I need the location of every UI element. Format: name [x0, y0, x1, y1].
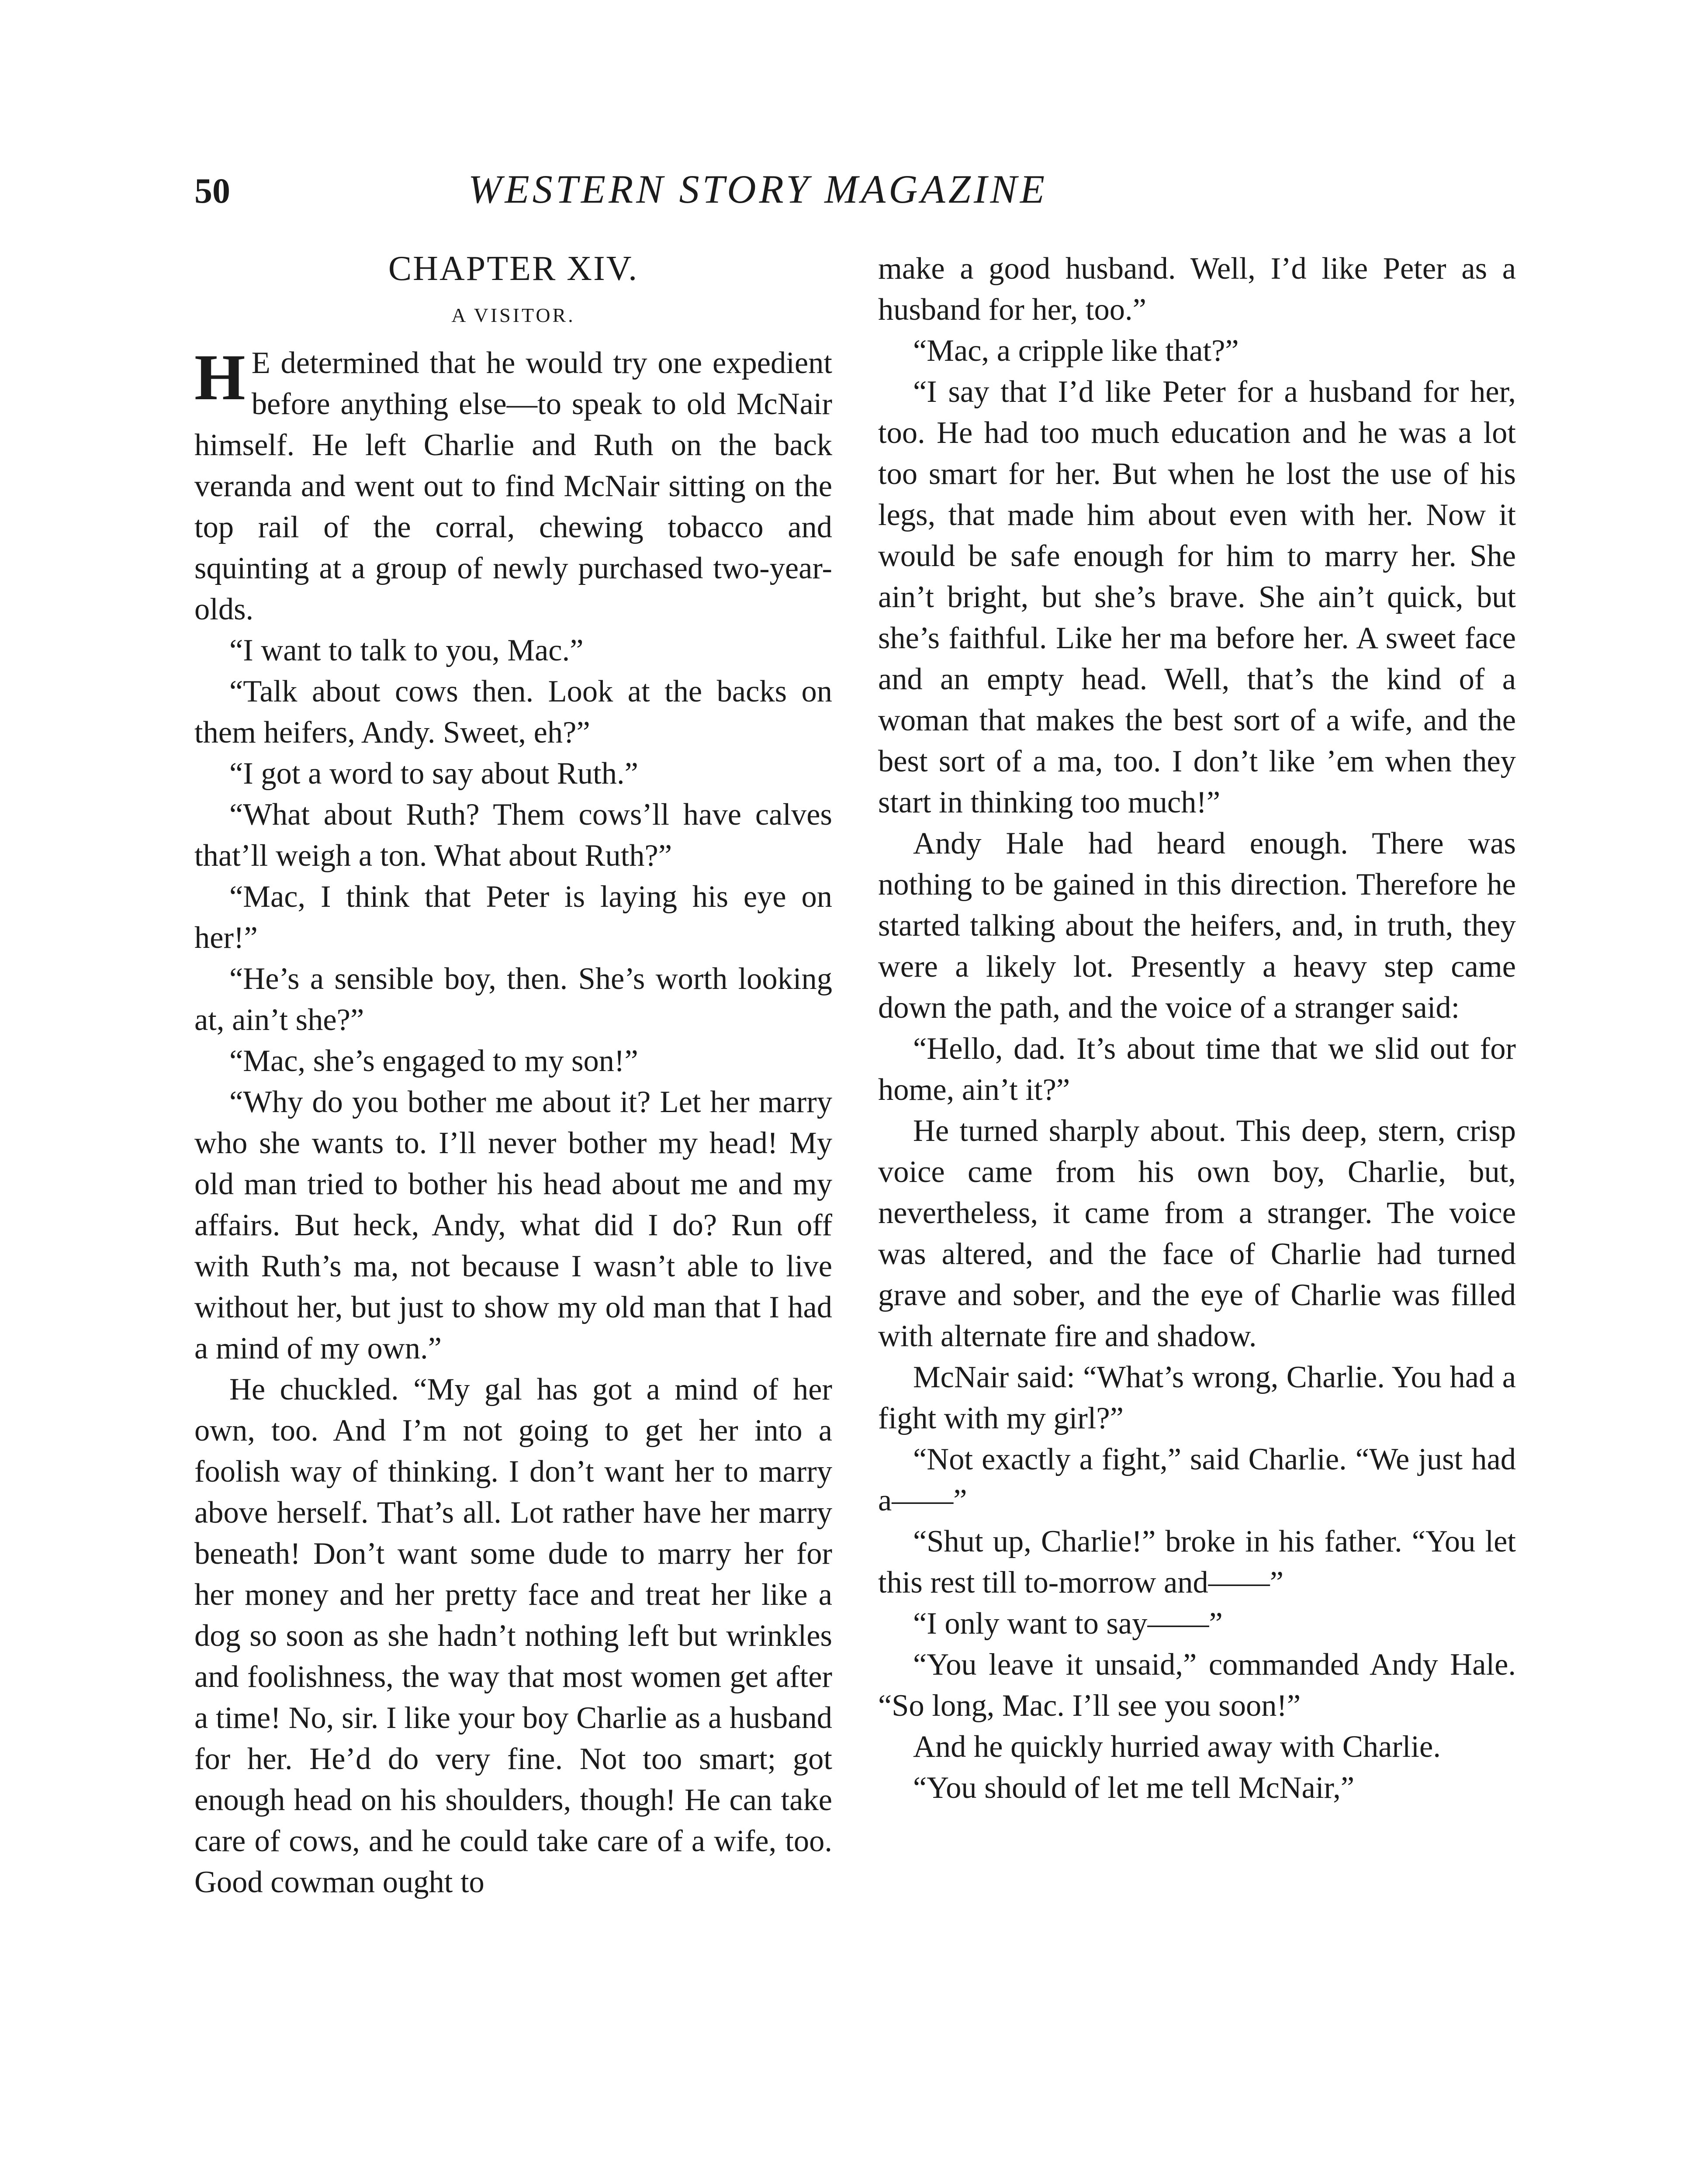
- page-number: 50: [194, 171, 230, 211]
- chapter-title: CHAPTER XIV.: [388, 249, 639, 288]
- paragraph: “Talk about cows then. Look at the backs on them heifers, Andy. Sweet, eh?”: [194, 674, 832, 750]
- opening-paragraph-text: E determined that he would try one expedient before anything else—to speak to old McNair himself. He left Charlie and Ruth on the back veranda and went out to find McNair sitting on the top rail of the corral, chewing tobacco and squinting at a group of newly purchased two-year-olds.: [194, 346, 832, 626]
- paragraph: Andy Hale had heard enough. There was nothing to be gained in this direction. Therefore he started talking about the heifers, and, in truth, they were a likely lot. Presently a heavy step came down the path, and the voice of a stranger said:: [878, 826, 1516, 1025]
- paragraph: And he quickly hurried away with Charlie.: [913, 1730, 1441, 1764]
- paragraph: “I say that I’d like Peter for a husband for her, too. He had too much education and he was a lot too smart for her. But when he lost the use of his legs, that made him about even with her. Now it would be safe enough for him to marry her. She ain’t bright, but she’s brave. She ain’t quick, but she’s faithful. Like her ma before her. A sweet face and an empty head. Well, that’s the kind of a woman that makes the best sort of a wife, and the best sort of a ma, too. I don’t like ’em when they start in thinking too much!”: [878, 375, 1516, 819]
- paragraph: “Mac, a cripple like that?”: [913, 334, 1239, 368]
- drop-cap: H: [194, 341, 246, 414]
- opening-paragraph: [194, 342, 832, 630]
- chapter-subtitle: A VISITOR.: [451, 304, 575, 326]
- paragraph: He turned sharply about. This deep, stern, crisp voice came from his own boy, Charlie, but, nevertheless, it came from a stranger. The voice was altered, and the face of Charlie had turned grave and sober, and the eye of Charlie was filled with alternate fire and shadow.: [878, 1114, 1516, 1353]
- paragraph: “Hello, dad. It’s about time that we slid out for home, ain’t it?”: [878, 1032, 1516, 1107]
- right-column: [878, 248, 1516, 1808]
- paragraph: “What about Ruth? Them cows’ll have calves that’ll weigh a ton. What about Ruth?”: [194, 798, 832, 873]
- paragraph: “He’s a sensible boy, then. She’s worth looking at, ain’t she?”: [194, 962, 832, 1037]
- paragraph: “Shut up, Charlie!” broke in his father. “You let this rest till to-morrow and——”: [878, 1524, 1516, 1600]
- paragraph: “I want to talk to you, Mac.”: [229, 633, 584, 667]
- page-header: [194, 166, 1321, 232]
- paragraph: “I got a word to say about Ruth.”: [229, 757, 638, 791]
- paragraph: “Mac, I think that Peter is laying his eye on her!”: [194, 880, 832, 955]
- left-column: [194, 245, 832, 1903]
- paragraph: He chuckled. “My gal has got a mind of her own, too. And I’m not going to get her into a foolish way of thinking. I don’t want her to marry above herself. That’s all. Lot rather have her marry beneath! Don’t want some dude to marry her for her money and her pretty face and treat her like a dog so soon as she hadn’t nothing left but wrinkles and foolishness, the way that most women get after a time! No, sir. I like your boy Charlie as a husband for her. He’d do very fine. Not too smart; got enough head on his shoulders, though! He can take care of cows, and he could take care of a wife, too. Good cowman ought to: [194, 1372, 832, 1899]
- paragraph: “Mac, she’s engaged to my son!”: [229, 1044, 638, 1078]
- paragraph: McNair said: “What’s wrong, Charlie. You had a fight with my girl?”: [878, 1360, 1516, 1435]
- paragraph: “You leave it unsaid,” commanded Andy Hale. “So long, Mac. I’ll see you soon!”: [878, 1648, 1516, 1723]
- continued-paragraph: make a good husband. Well, I’d like Peter as a husband for her, too.”: [878, 252, 1516, 327]
- magazine-title: WESTERN STORY MAGAZINE: [468, 167, 1048, 211]
- paragraph: “Why do you bother me about it? Let her marry who she wants to. I’ll never bother my head! My old man tried to bother his head about me and my affairs. But heck, Andy, what did I do? Run off with Ruth’s ma, not because I wasn’t able to live without her, but just to show my old man that I had a mind of my own.”: [194, 1085, 832, 1365]
- paragraph: “I only want to say——”: [913, 1607, 1223, 1641]
- paragraph: “Not exactly a fight,” said Charlie. “We just had a——”: [878, 1442, 1516, 1517]
- paragraph: “You should of let me tell McNair,”: [913, 1771, 1355, 1805]
